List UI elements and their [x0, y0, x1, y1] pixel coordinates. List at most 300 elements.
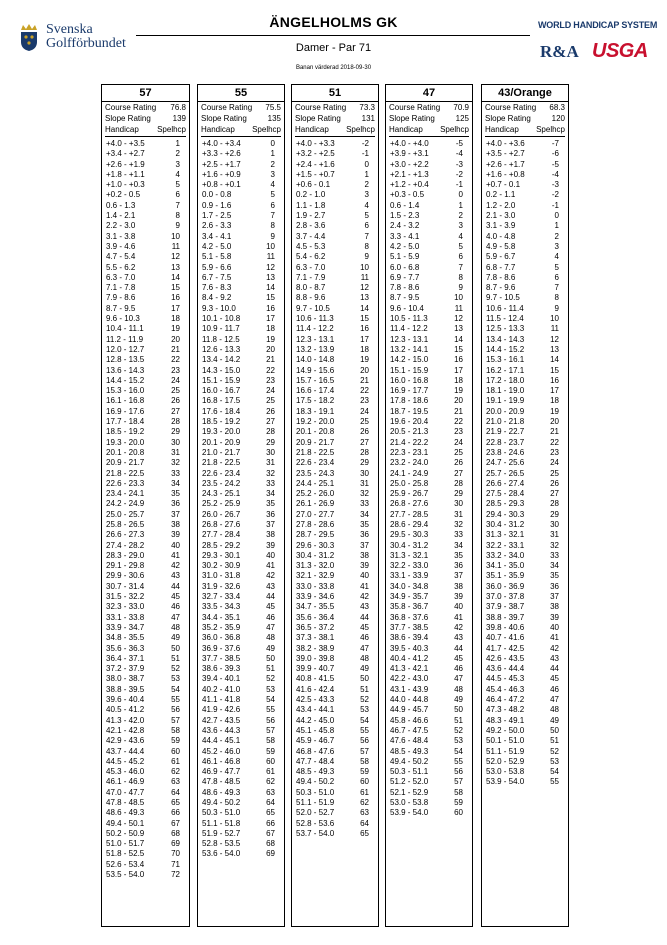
table-row — [295, 582, 375, 592]
handicap-range: +1.0 - +0.3 — [106, 180, 145, 190]
table-row — [389, 232, 469, 242]
handicap-range: 10.1 - 10.8 — [202, 314, 241, 324]
table-row — [201, 726, 281, 736]
table-row — [295, 304, 375, 314]
playing-handicap: 18 — [266, 324, 275, 334]
playing-handicap: 21 — [454, 406, 463, 416]
handicap-range: 44.4 - 45.1 — [202, 736, 241, 746]
course-rating-label: Course Rating — [389, 103, 441, 112]
table-row — [485, 664, 565, 674]
handicap-header: Handicap — [485, 125, 519, 134]
playing-handicap: 69 — [266, 849, 275, 859]
table-row — [201, 283, 281, 293]
playing-handicap: 38 — [550, 602, 559, 612]
handicap-range: 42.2 - 43.0 — [390, 674, 429, 684]
playing-handicap: 1 — [554, 221, 559, 231]
table-row — [105, 654, 186, 664]
tee-name: 55 — [198, 85, 284, 102]
page-title: ÄNGELHOLMS GK — [269, 14, 398, 30]
playing-handicap: 68 — [266, 839, 275, 849]
handicap-range: 43.4 - 44.1 — [296, 705, 335, 715]
handicap-range: 10.5 - 11.3 — [390, 314, 428, 324]
handicap-range: 42.5 - 43.3 — [296, 695, 335, 705]
handicap-range: +3.5 - +2.7 — [486, 149, 525, 159]
playing-handicap: 1 — [458, 200, 463, 210]
playing-handicap: 46 — [266, 612, 275, 622]
slope-rating-label: Slope Rating — [389, 114, 435, 123]
table-row — [105, 469, 186, 479]
table-row — [389, 623, 469, 633]
table-row — [295, 438, 375, 448]
table-row — [105, 685, 186, 695]
table-row — [485, 160, 565, 170]
table-row — [295, 335, 375, 345]
table-row — [389, 664, 469, 674]
table-row — [105, 798, 186, 808]
handicap-range: 16.0 - 16.8 — [390, 375, 429, 385]
table-row — [389, 499, 469, 509]
course-rating-label: Course Rating — [201, 103, 253, 112]
handicap-range: 41.7 - 42.5 — [486, 643, 525, 653]
handicap-range: 28.7 - 29.5 — [296, 530, 335, 540]
handicap-range: 25.7 - 26.5 — [486, 468, 525, 478]
playing-handicap: 52 — [550, 746, 559, 756]
playing-handicap: 7 — [270, 211, 275, 221]
table-row — [295, 489, 375, 499]
playing-handicap: 46 — [550, 684, 559, 694]
playing-handicap: 43 — [171, 571, 180, 581]
handicap-range: 0.0 - 0.8 — [202, 190, 232, 200]
handicap-range: +3.9 - +3.1 — [390, 149, 429, 159]
handicap-range: 47.3 - 48.2 — [486, 705, 525, 715]
table-row — [201, 551, 281, 561]
playing-handicap: 39 — [454, 592, 463, 602]
playing-handicap: 42 — [171, 561, 180, 571]
playing-handicap: 26 — [360, 427, 369, 437]
playing-handicap: 41 — [171, 550, 180, 560]
table-row — [389, 273, 469, 283]
handicap-range: 25.0 - 25.7 — [106, 509, 145, 519]
table-row — [295, 592, 375, 602]
handicap-range: 45.2 - 46.0 — [202, 746, 241, 756]
table-row — [105, 623, 186, 633]
playing-handicap: 17 — [171, 303, 180, 313]
handicap-range: 26.8 - 27.6 — [202, 519, 241, 529]
playing-handicap: 21 — [360, 375, 369, 385]
playing-handicap: 3 — [175, 159, 180, 169]
playing-handicap: 62 — [171, 767, 180, 777]
playing-handicap: 17 — [360, 334, 369, 344]
slope-rating-row — [105, 113, 186, 124]
handicap-range: 26.8 - 27.6 — [390, 499, 429, 509]
table-row — [295, 829, 375, 839]
handicap-range: 34.1 - 35.0 — [486, 561, 525, 571]
playing-handicap: 23 — [266, 375, 275, 385]
playing-handicap: 9 — [364, 252, 369, 262]
playing-handicap: 53 — [171, 674, 180, 684]
playing-handicap: 70 — [171, 849, 180, 859]
handicap-header: Handicap — [201, 125, 235, 134]
handicap-range: 50.3 - 51.0 — [296, 787, 335, 797]
table-row — [295, 623, 375, 633]
table-row — [295, 571, 375, 581]
handicap-range: 22.6 - 23.3 — [106, 478, 145, 488]
table-row — [485, 366, 565, 376]
handicap-range: 29.1 - 29.8 — [106, 561, 145, 571]
handicap-range: 46.1 - 46.8 — [202, 756, 241, 766]
table-row — [105, 242, 186, 252]
table-row — [295, 633, 375, 643]
playing-handicap: 27 — [360, 437, 369, 447]
handicap-range: 25.0 - 25.8 — [390, 478, 429, 488]
handicap-range: 30.2 - 30.9 — [202, 561, 241, 571]
table-row — [485, 345, 565, 355]
org-name-line1: Svenska — [46, 22, 93, 37]
table-row — [105, 757, 186, 767]
playing-handicap: 58 — [454, 787, 463, 797]
handicap-range: 3.1 - 3.9 — [486, 221, 516, 231]
table-row — [105, 170, 186, 180]
playing-handicap: 50 — [360, 674, 369, 684]
playing-handicap: 4 — [458, 231, 463, 241]
table-row — [105, 695, 186, 705]
handicap-range: 26.6 - 27.3 — [106, 530, 145, 540]
table-row — [389, 221, 469, 231]
table-row — [201, 190, 281, 200]
playing-handicap: 4 — [554, 252, 559, 262]
playing-handicap: 36 — [454, 561, 463, 571]
handicap-range: 36.5 - 37.2 — [296, 622, 335, 632]
table-row — [485, 170, 565, 180]
table-row — [389, 613, 469, 623]
playing-handicap: 0 — [364, 159, 369, 169]
handicap-range: 30.4 - 31.2 — [296, 550, 335, 560]
table-row — [295, 757, 375, 767]
handicap-range: 4.7 - 5.4 — [106, 252, 136, 262]
playing-handicap: 5 — [458, 241, 463, 251]
tee-table — [197, 84, 285, 927]
slope-rating-value: 120 — [551, 114, 565, 123]
handicap-range: 18.3 - 19.1 — [296, 406, 335, 416]
handicap-range: 16.0 - 16.7 — [202, 386, 241, 396]
table-row — [389, 633, 469, 643]
table-row — [105, 345, 186, 355]
table-row — [485, 705, 565, 715]
handicap-range: 48.6 - 49.3 — [106, 808, 145, 818]
table-row — [485, 417, 565, 427]
playing-handicap: 28 — [550, 499, 559, 509]
playing-handicap: 22 — [454, 417, 463, 427]
playing-handicap: 65 — [171, 798, 180, 807]
playing-handicap: 59 — [266, 746, 275, 756]
handicap-range: 26.6 - 27.4 — [486, 478, 525, 488]
table-row — [485, 201, 565, 211]
playing-handicap: 55 — [454, 756, 463, 766]
table-row — [389, 551, 469, 561]
table-row — [389, 520, 469, 530]
table-row — [295, 510, 375, 520]
playing-handicap: 7 — [458, 262, 463, 272]
table-row — [389, 479, 469, 489]
handicap-range: 9.6 - 10.4 — [390, 303, 424, 313]
table-row — [389, 180, 469, 190]
table-row — [105, 448, 186, 458]
handicap-range: 42.6 - 43.5 — [486, 653, 525, 663]
handicap-range: 14.2 - 15.0 — [390, 355, 429, 365]
table-row — [201, 798, 281, 808]
table-row — [105, 386, 186, 396]
spelhcp-header: Spelhcp — [536, 125, 565, 134]
handicap-range: 4.5 - 5.3 — [296, 241, 326, 251]
table-row — [389, 376, 469, 386]
handicap-range: 19.2 - 20.0 — [296, 417, 335, 427]
handicap-range: 42.9 - 43.6 — [106, 736, 145, 746]
handicap-range: 45.9 - 46.7 — [296, 736, 335, 746]
playing-handicap: 41 — [454, 612, 463, 622]
table-row — [485, 695, 565, 705]
tee-table — [385, 84, 473, 927]
playing-handicap: 42 — [550, 643, 559, 653]
playing-handicap: 54 — [266, 695, 275, 705]
table-row — [105, 149, 186, 159]
playing-handicap: 43 — [266, 581, 275, 591]
playing-handicap: 65 — [266, 808, 275, 818]
handicap-range: 14.9 - 15.6 — [296, 365, 335, 375]
playing-handicap: 53 — [454, 736, 463, 746]
handicap-range: 39.5 - 40.3 — [390, 643, 429, 653]
handicap-range: 13.2 - 13.9 — [296, 344, 335, 354]
table-row — [295, 654, 375, 664]
playing-handicap: 40 — [171, 540, 180, 550]
playing-handicap: 35 — [454, 550, 463, 560]
handicap-range: 17.6 - 18.4 — [202, 406, 241, 416]
table-row — [485, 479, 565, 489]
handicap-range: +2.1 - +1.3 — [390, 169, 429, 179]
table-row — [105, 366, 186, 376]
handicap-range: 8.0 - 8.7 — [296, 283, 326, 293]
playing-handicap: 25 — [550, 468, 559, 478]
table-row — [389, 489, 469, 499]
playing-handicap: 36 — [266, 509, 275, 519]
playing-handicap: 36 — [360, 530, 369, 540]
table-row — [389, 211, 469, 221]
tee-table-body — [482, 102, 568, 788]
handicap-range: 26.1 - 26.9 — [296, 499, 335, 509]
playing-handicap: 10 — [171, 231, 180, 241]
playing-handicap: 60 — [171, 746, 180, 756]
tee-table — [291, 84, 379, 927]
playing-handicap: 35 — [360, 519, 369, 529]
table-row — [105, 201, 186, 211]
handicap-range: 48.5 - 49.3 — [390, 746, 429, 756]
playing-handicap: 10 — [266, 241, 275, 251]
table-row — [105, 396, 186, 406]
handicap-range: 27.8 - 28.6 — [296, 519, 335, 529]
table-row — [485, 386, 565, 396]
table-row — [295, 273, 375, 283]
playing-handicap: 56 — [171, 705, 180, 715]
playing-handicap: 29 — [171, 427, 180, 437]
table-row — [105, 530, 186, 540]
table-row — [295, 211, 375, 221]
playing-handicap: 48 — [266, 633, 275, 643]
table-row — [105, 520, 186, 530]
course-rating-label: Course Rating — [485, 103, 537, 112]
table-row — [389, 345, 469, 355]
playing-handicap: 56 — [266, 715, 275, 725]
playing-handicap: 63 — [171, 777, 180, 787]
handicap-range: 50.3 - 51.0 — [202, 808, 241, 818]
playing-handicap: 40 — [550, 622, 559, 632]
table-row — [485, 716, 565, 726]
playing-handicap: 47 — [266, 622, 275, 632]
playing-handicap: 51 — [360, 684, 369, 694]
table-row — [485, 376, 565, 386]
handicap-range: 47.8 - 48.5 — [106, 798, 145, 807]
playing-handicap: 34 — [550, 561, 559, 571]
playing-handicap: 48 — [360, 653, 369, 663]
table-row — [295, 376, 375, 386]
table-row — [105, 355, 186, 365]
table-row — [295, 180, 375, 190]
playing-handicap: 14 — [360, 303, 369, 313]
handicap-range: 36.8 - 37.6 — [390, 612, 429, 622]
table-row — [295, 190, 375, 200]
playing-handicap: 17 — [454, 365, 463, 375]
playing-handicap: 13 — [171, 262, 180, 272]
table-row — [485, 314, 565, 324]
course-rating-value: 73.3 — [359, 103, 375, 112]
playing-handicap: -1 — [361, 149, 369, 159]
playing-handicap: 45 — [454, 653, 463, 663]
tee-name: 47 — [386, 85, 472, 102]
rated-date: Banan värderad 2018-09-30 — [295, 65, 372, 71]
playing-handicap: 27 — [550, 489, 559, 499]
handicap-range: 15.1 - 15.9 — [202, 375, 241, 385]
table-row — [105, 726, 186, 736]
handicap-range: 38.6 - 39.4 — [390, 633, 429, 643]
handicap-range: +4.0 - +3.6 — [486, 139, 525, 148]
handicap-range: +4.0 - +4.0 — [390, 139, 429, 148]
playing-handicap: 13 — [360, 293, 369, 303]
playing-handicap: 38 — [360, 550, 369, 560]
table-row — [201, 736, 281, 746]
table-row — [295, 263, 375, 273]
table-row — [105, 551, 186, 561]
table-row — [201, 335, 281, 345]
playing-handicap: 49 — [454, 695, 463, 705]
playing-handicap: 28 — [360, 447, 369, 457]
playing-handicap: 61 — [171, 756, 180, 766]
handicap-range: +4.0 - +3.4 — [202, 139, 241, 148]
handicap-range: 44.5 - 45.3 — [486, 674, 525, 684]
table-row — [295, 293, 375, 303]
playing-handicap: 22 — [360, 386, 369, 396]
playing-handicap: 7 — [175, 200, 180, 210]
playing-handicap: 1 — [270, 149, 275, 159]
playing-handicap: 3 — [458, 221, 463, 231]
usga-logo: USGA — [592, 40, 648, 62]
playing-handicap: 27 — [266, 417, 275, 427]
table-row — [389, 407, 469, 417]
table-row — [201, 654, 281, 664]
playing-handicap: 67 — [171, 818, 180, 828]
table-row — [389, 139, 469, 149]
handicap-range: 1.9 - 2.7 — [296, 211, 326, 221]
playing-handicap: 33 — [360, 499, 369, 509]
table-row — [201, 242, 281, 252]
handicap-range: 3.3 - 4.1 — [390, 231, 420, 241]
table-row — [485, 644, 565, 654]
table-row — [485, 561, 565, 571]
table-row — [389, 263, 469, 273]
table-row — [201, 252, 281, 262]
playing-handicap: 48 — [171, 622, 180, 632]
playing-handicap: 64 — [266, 798, 275, 807]
table-row — [105, 829, 186, 839]
table-row — [201, 376, 281, 386]
handicap-range: 27.5 - 28.4 — [486, 489, 525, 499]
table-row — [485, 520, 565, 530]
table-row — [485, 736, 565, 746]
handicap-range: 43.6 - 44.3 — [202, 725, 241, 735]
table-header — [105, 124, 186, 137]
playing-handicap: 12 — [171, 252, 180, 262]
handicap-range: 21.8 - 22.5 — [296, 447, 335, 457]
handicap-range: 42.7 - 43.5 — [202, 715, 241, 725]
table-row — [201, 180, 281, 190]
table-row — [201, 633, 281, 643]
playing-handicap: 67 — [266, 828, 275, 838]
table-row — [389, 386, 469, 396]
handicap-range: 49.2 - 50.0 — [486, 725, 525, 735]
handicap-range: 10.9 - 11.7 — [202, 324, 240, 334]
table-row — [485, 190, 565, 200]
table-row — [485, 252, 565, 262]
playing-handicap: 36 — [550, 581, 559, 591]
table-row — [389, 685, 469, 695]
handicap-range: 40.8 - 41.5 — [296, 674, 335, 684]
playing-handicap: 16 — [266, 303, 275, 313]
handicap-range: 9.7 - 10.5 — [296, 303, 330, 313]
handicap-range: 14.4 - 15.2 — [106, 375, 145, 385]
playing-handicap: 7 — [554, 283, 559, 293]
table-row — [389, 695, 469, 705]
table-row — [389, 438, 469, 448]
table-row — [389, 644, 469, 654]
table-row — [105, 541, 186, 551]
handicap-range: 42.1 - 42.8 — [106, 725, 145, 735]
table-row — [389, 571, 469, 581]
playing-handicap: 63 — [360, 808, 369, 818]
table-row — [201, 685, 281, 695]
table-row — [295, 232, 375, 242]
table-row — [389, 417, 469, 427]
table-row — [389, 747, 469, 757]
handicap-range: 8.8 - 9.6 — [296, 293, 326, 303]
handicap-range: 53.9 - 54.0 — [390, 808, 429, 818]
table-row — [201, 829, 281, 839]
handicap-range: 35.6 - 36.4 — [296, 612, 335, 622]
playing-handicap: 15 — [266, 293, 275, 303]
slope-rating-row — [295, 113, 375, 124]
handicap-range: 2.2 - 3.0 — [106, 221, 136, 231]
playing-handicap: 25 — [171, 386, 180, 396]
handicap-range: 34.7 - 35.5 — [296, 602, 335, 612]
handicap-range: 25.2 - 26.0 — [296, 489, 335, 499]
playing-handicap: 32 — [454, 519, 463, 529]
playing-handicap: 1 — [175, 139, 180, 148]
